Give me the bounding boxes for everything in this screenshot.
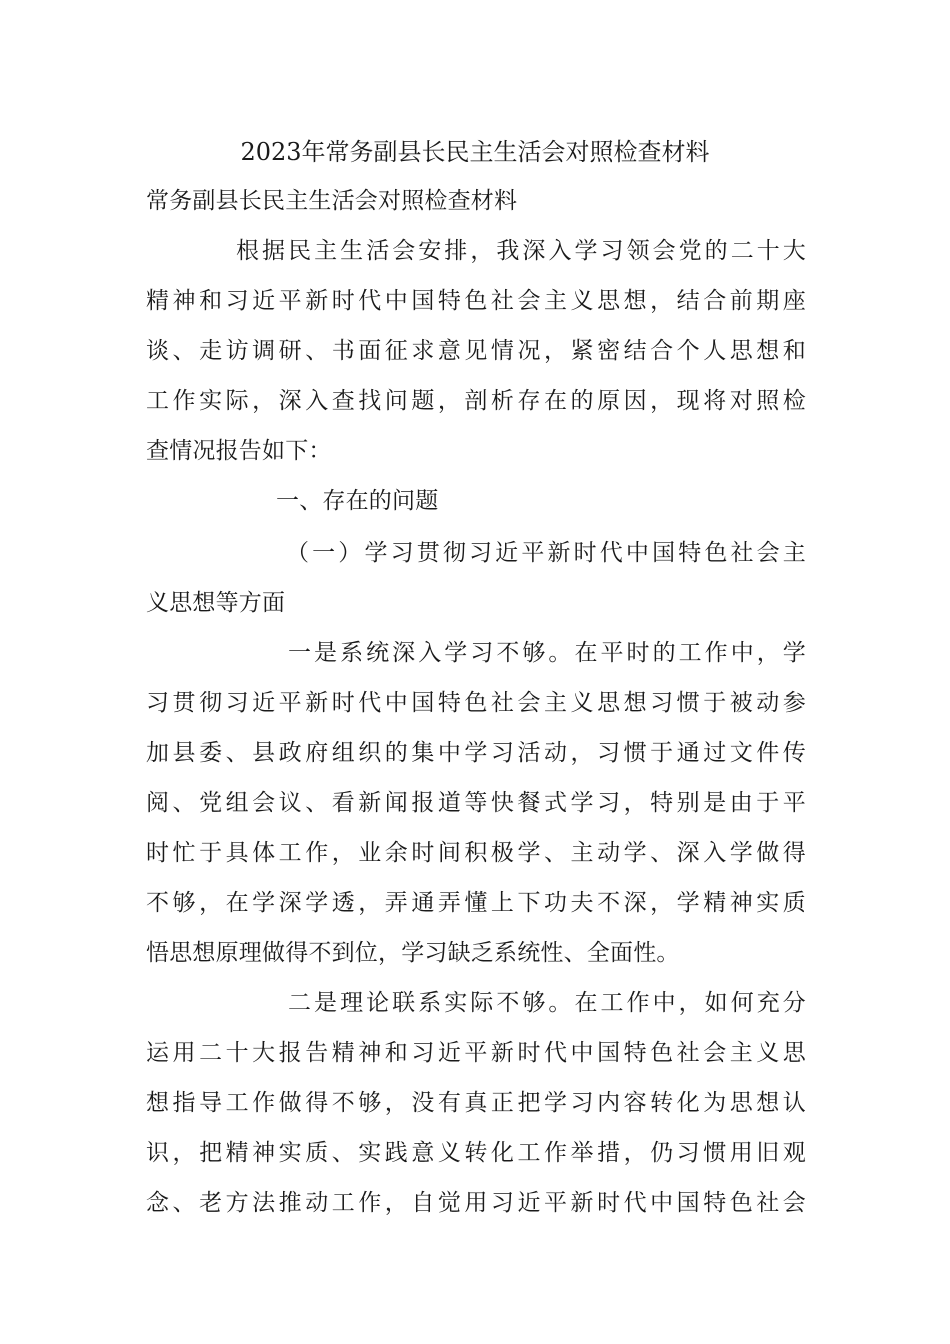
para1-line-5: 时忙于具体工作，业余时间积极学、主动学、深入学做得 [146,840,806,866]
para1-line-2: 习贯彻习近平新时代中国特色社会主义思想习惯于被动参 [146,690,806,716]
para2-line-5: 念、老方法推动工作，自觉用习近平新时代中国特色社会 [146,1190,806,1216]
subsection-heading-line-2: 义思想等方面 [146,590,286,616]
intro-line-1: 根据民主生活会安排，我深入学习领会党的二十大 [236,238,806,264]
para2-line-2: 运用二十大报告精神和习近平新时代中国特色社会主义思 [146,1040,806,1066]
para1-line-6: 不够，在学深学透，弄通弄懂上下功夫不深，学精神实质 [146,890,806,916]
para2-line-3: 想指导工作做得不够，没有真正把学习内容转化为思想认 [146,1090,806,1116]
para1-line-1: 一是系统深入学习不够。在平时的工作中，学 [288,640,806,666]
document-title: 2023年常务副县长民主生活会对照检查材料 [240,138,710,166]
para1-line-3: 加县委、县政府组织的集中学习活动，习惯于通过文件传 [146,740,806,766]
subsection-heading-line-1: （一）学习贯彻习近平新时代中国特色社会主 [286,540,806,566]
para2-line-4: 识，把精神实质、实践意义转化工作举措，仍习惯用旧观 [146,1140,806,1166]
para2-line-1: 二是理论联系实际不够。在工作中，如何充分 [288,990,806,1016]
document-subtitle: 常务副县长民主生活会对照检查材料 [146,188,518,214]
section-heading: 一、存在的问题 [276,488,439,514]
intro-line-5: 查情况报告如下： [146,438,332,464]
intro-line-2: 精神和习近平新时代中国特色社会主义思想，结合前期座 [146,288,806,314]
para1-line-4: 阅、党组会议、看新闻报道等快餐式学习，特别是由于平 [146,790,806,816]
intro-line-3: 谈、走访调研、书面征求意见情况，紧密结合个人思想和 [146,338,806,364]
para1-line-7: 悟思想原理做得不到位，学习缺乏系统性、全面性。 [146,940,680,966]
intro-line-4: 工作实际，深入查找问题，剖析存在的原因，现将对照检 [146,388,806,414]
